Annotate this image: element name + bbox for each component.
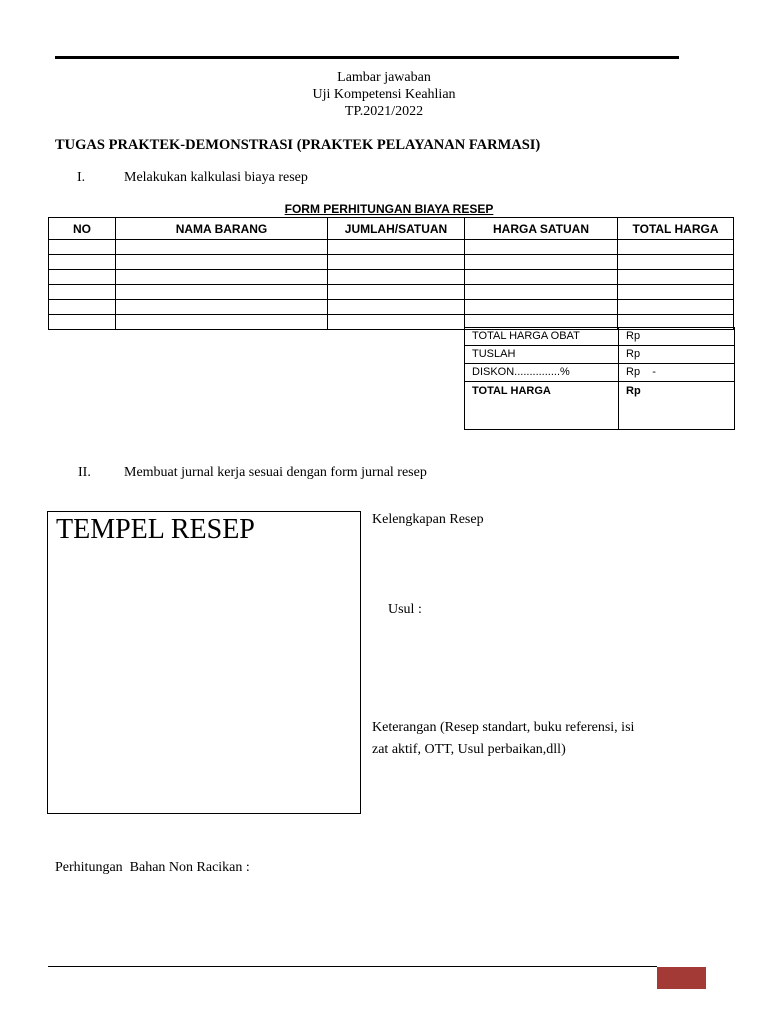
- table-cell[interactable]: [618, 255, 734, 270]
- summary-row-tuslah: [465, 346, 735, 364]
- bottom-rule: [48, 966, 657, 967]
- table-cell[interactable]: [465, 285, 618, 300]
- header-line-1: Lambar jawaban: [337, 70, 431, 85]
- table-cell[interactable]: [618, 270, 734, 285]
- table-cell[interactable]: [328, 285, 465, 300]
- table-cell[interactable]: [328, 315, 465, 330]
- form-title: FORM PERHITUNGAN BIAYA RESEP: [284, 202, 494, 216]
- table-cell[interactable]: [618, 240, 734, 255]
- summary-label: TUSLAH: [465, 346, 619, 364]
- keterangan-line-1: Keterangan (Resep standart, buku referensi, isi: [372, 720, 635, 735]
- summary-row-total-harga-obat: [465, 328, 735, 346]
- col-header-jumlah-satuan: JUMLAH/SATUAN: [328, 218, 465, 240]
- table-cell[interactable]: [618, 300, 734, 315]
- usul-label: Usul :: [388, 602, 422, 617]
- table-row: [49, 270, 734, 285]
- task-title: TUGAS PRAKTEK-DEMONSTRASI (PRAKTEK PELAYANAN FARMASI): [55, 137, 541, 153]
- table-cell[interactable]: [328, 240, 465, 255]
- col-header-nama-barang: NAMA BARANG: [116, 218, 328, 240]
- table-row: [49, 300, 734, 315]
- table-row: [49, 285, 734, 300]
- summary-value[interactable]: Rp: [619, 346, 735, 364]
- summary-label: TOTAL HARGA: [465, 382, 619, 430]
- summary-value[interactable]: Rp -: [619, 364, 735, 382]
- cost-table-header: [49, 218, 734, 240]
- summary-row-diskon: [465, 364, 735, 382]
- summary-value[interactable]: Rp: [619, 328, 735, 346]
- table-cell[interactable]: [116, 255, 328, 270]
- table-cell[interactable]: [116, 240, 328, 255]
- col-header-no: NO: [49, 218, 116, 240]
- section-2-title: Membuat jurnal kerja sesuai dengan form jurnal resep: [124, 465, 427, 480]
- tempel-resep-label: TEMPEL RESEP: [56, 514, 255, 545]
- cost-table: [48, 217, 734, 330]
- col-header-harga-satuan: HARGA SATUAN: [465, 218, 618, 240]
- footer-accent-block: [657, 967, 706, 989]
- table-cell[interactable]: [49, 240, 116, 255]
- keterangan-line-2: zat aktif, OTT, Usul perbaikan,dll): [372, 742, 566, 757]
- header-line-2: Uji Kompetensi Keahlian: [312, 87, 456, 102]
- table-cell[interactable]: [328, 270, 465, 285]
- summary-label: TOTAL HARGA OBAT: [465, 328, 619, 346]
- summary-value[interactable]: Rp: [619, 382, 735, 430]
- section-2-number: II.: [78, 465, 91, 480]
- table-cell[interactable]: [116, 315, 328, 330]
- table-cell[interactable]: [328, 255, 465, 270]
- summary-table: [464, 327, 735, 430]
- table-cell[interactable]: [465, 300, 618, 315]
- summary-row-total-harga: [465, 382, 735, 430]
- table-cell[interactable]: [116, 300, 328, 315]
- table-cell[interactable]: [328, 300, 465, 315]
- table-cell[interactable]: [49, 255, 116, 270]
- summary-label: DISKON...............%: [465, 364, 619, 382]
- perhitungan-label: Perhitungan Bahan Non Racikan :: [55, 860, 250, 875]
- kelengkapan-resep-label: Kelengkapan Resep: [372, 512, 484, 527]
- section-1-title: Melakukan kalkulasi biaya resep: [124, 170, 308, 185]
- tempel-resep-box[interactable]: [47, 511, 361, 814]
- table-cell[interactable]: [49, 300, 116, 315]
- col-header-total-harga: TOTAL HARGA: [618, 218, 734, 240]
- table-cell[interactable]: [465, 270, 618, 285]
- table-cell[interactable]: [465, 240, 618, 255]
- table-cell[interactable]: [116, 270, 328, 285]
- section-1-number: I.: [77, 170, 86, 185]
- top-rule: [55, 56, 679, 59]
- table-cell[interactable]: [618, 285, 734, 300]
- table-cell[interactable]: [49, 270, 116, 285]
- table-cell[interactable]: [116, 285, 328, 300]
- table-row: [49, 240, 734, 255]
- table-row: [49, 255, 734, 270]
- header-line-3: TP.2021/2022: [344, 104, 424, 119]
- table-cell[interactable]: [465, 255, 618, 270]
- table-cell[interactable]: [49, 315, 116, 330]
- table-cell[interactable]: [49, 285, 116, 300]
